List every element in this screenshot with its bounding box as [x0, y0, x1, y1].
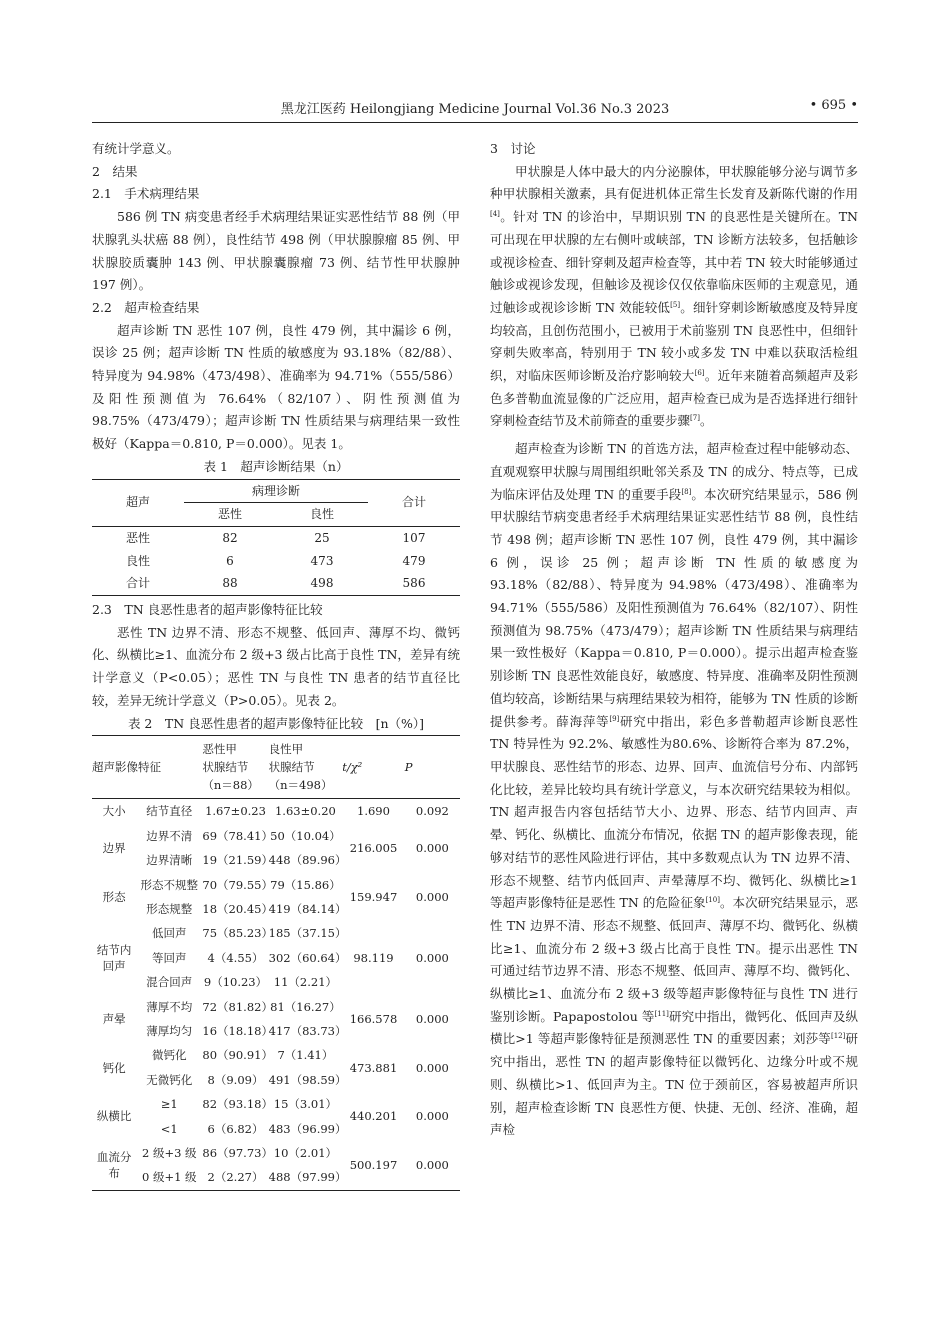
citation: [10] — [705, 896, 720, 905]
left-column — [92, 138, 460, 1191]
table2-cell: 1.690 — [357, 804, 390, 819]
table-row — [92, 572, 460, 595]
citation: [7] — [690, 414, 700, 423]
table2-cell: 8（9.09） — [207, 1072, 264, 1087]
table1 — [92, 479, 460, 597]
table2-cell: 82（93.18） — [202, 1097, 273, 1112]
table-row — [92, 1092, 460, 1116]
table1-cell: 586 — [402, 576, 426, 591]
table2-cell: 边界 — [102, 841, 126, 856]
table2-cell: 0.000 — [415, 950, 449, 965]
table2-cell: 80（90.91） — [202, 1048, 273, 1063]
table2-cell: 70（79.55） — [202, 877, 273, 892]
table2-cell: 0.092 — [415, 804, 449, 819]
table1-cell: 498 — [310, 576, 334, 591]
table1-cell: 473 — [310, 553, 334, 568]
table2-cell: 血流分布 — [96, 1150, 132, 1181]
table2-cell: 形态规整 — [146, 902, 193, 917]
table2-cell: 7（1.41） — [277, 1048, 334, 1063]
table1-header-pathology: 病理诊断 — [184, 479, 368, 503]
table2-cell: 1.63±0.20 — [274, 804, 336, 819]
table1-cell: 82 — [222, 530, 238, 545]
text-run: 。本次研究结果显示，恶性 TN 边界不清、形态不规整、低回声、薄厚不均、微钙化、纵横比≥1、血流分布 2 级+3 级占比高于良性 TN。提示出恶性 TN 可通过结节边界不清、形态不规整、低回声、薄厚不均、微钙化、纵横比≥1、血流分布 2 级+3 级等超声影像特征与良性 TN 进行鉴别诊断。Papapostolou 等 — [490, 895, 858, 1024]
table1-cell: 良性 — [125, 553, 150, 568]
table2-cell: 18（20.45） — [202, 902, 273, 917]
table2-cell: 440.201 — [349, 1109, 398, 1124]
header-line: （n＝498） — [268, 778, 333, 793]
table1-header-malignant: 恶性 — [184, 503, 276, 527]
text-run: 。针对 TN 的诊治中，早期识别 TN 的良恶性是关键所在。TN 可出现在甲状腺的左右侧叶或峡部，TN 诊断方法较多，包括触诊或视诊检查、细针穿刺及超声检查等，其中若 TN 较大时能够通过触诊或视诊发现，但触诊及视诊仅仅依靠临床医师的主观意见，通过触诊或视诊诊断 TN 效能较低 — [490, 209, 858, 315]
table-row — [92, 994, 460, 1018]
citation: [12] — [830, 1032, 846, 1041]
table2-header-p: P — [405, 736, 460, 799]
table2-caption: 表 2 TN 良恶性患者的超声影像特征比较 [n（%）] — [127, 715, 425, 731]
table2-cell: 488（97.99） — [268, 1170, 347, 1185]
table1-header-benign: 良性 — [276, 503, 368, 527]
table2-cell: 形态 — [102, 889, 126, 904]
table2-cell: 0 级+1 级 — [141, 1170, 197, 1185]
table-row — [92, 921, 460, 945]
table2-cell: 混合回声 — [146, 975, 193, 990]
table2-cell: 166.578 — [349, 1011, 398, 1026]
table-row — [92, 824, 460, 848]
header-line: 状腺结节 — [268, 760, 315, 775]
paragraph-discussion-2 — [490, 438, 858, 1142]
section-heading-results: 2 结果 — [92, 163, 138, 179]
table2-cell: 72（81.82） — [202, 999, 273, 1014]
table2-cell: 75（85.23） — [202, 926, 273, 941]
text-run: 。细针穿刺诊断敏感度及特异度均较高，且创伤范围小，已被用于术前鉴别 TN 良恶性中，但细针穿刺失败率高，特别用于 TN 较小或多发 TN 中难以获取活检组织，对临床医师诊断及治疗影响较大 — [490, 299, 858, 384]
table2-cell: 0.000 — [415, 1109, 449, 1124]
table2-cell: 159.947 — [349, 889, 398, 904]
table-row — [92, 872, 460, 896]
table2-cell: 185（37.15） — [268, 926, 347, 941]
table2-cell: 0.000 — [415, 889, 449, 904]
paragraph: 有统计学意义。 — [92, 141, 180, 156]
table2-cell: 边界清晰 — [146, 853, 193, 868]
table1-header-ultrasound: 超声 — [92, 479, 184, 526]
table2-cell: 薄厚不均 — [146, 999, 193, 1014]
table-row — [92, 550, 460, 573]
table-row — [92, 1141, 460, 1165]
text-run: 甲状腺是人体中最大的内分泌腺体，甲状腺能够分泌与调节多种甲状腺相关激素，具有促进机体正常生长发育及新陈代谢的作用 — [490, 163, 858, 202]
table2-cell: 10（2.01） — [273, 1145, 338, 1160]
table2-header-stat: t/χ² — [342, 736, 405, 799]
table-row — [92, 526, 460, 549]
subsection-heading-ultrasound: 2.2 超声检查结果 — [92, 299, 200, 315]
table2-cell: 1.67±0.23 — [205, 804, 266, 819]
citation: [4] — [490, 209, 500, 218]
text-run: 研究中指出，彩色多普勒超声诊断良恶性 TN 特异性为 92.2%、敏感性为80.6%、诊断符合率为 87.2%，甲状腺良、恶性结节的形态、边界、回声、血流信号分布、内部钙化比较，差异比较均具有统计学意义，与本次研究结果较为相似。TN 超声报告内容包括结节大小、边界、形态、结节内回声、声晕、钙化、纵横比、血流分布情况，依据 TN 的超声影像表现，能够对结节的恶性风险进行评估，其中多数观点认为 TN 边界不清、形态不规整、结节内低回声、声晕薄厚不均、微钙化、纵横比≥1 等超声影像特征是恶性 TN 的危险征象 — [490, 713, 858, 911]
table2-cell: 纵横比 — [96, 1109, 132, 1124]
table2-cell: ≥1 — [160, 1097, 178, 1112]
table2-cell: 0.000 — [415, 1158, 449, 1173]
table2-cell: 4（4.55） — [207, 950, 264, 965]
table2-cell: 491（98.59） — [268, 1072, 347, 1087]
table2-cell: 6（6.82） — [207, 1121, 264, 1136]
table2-cell: 等回声 — [152, 950, 187, 965]
paragraph-discussion-1 — [490, 161, 858, 433]
table2-cell: 81（16.27） — [270, 999, 341, 1014]
table1-cell: 6 — [226, 553, 234, 568]
subsection-heading-features: 2.3 TN 良恶性患者的超声影像特征比较 — [92, 602, 323, 618]
table2-cell: 15（3.01） — [273, 1097, 338, 1112]
citation: [11] — [654, 1009, 669, 1018]
paragraph-ultrasound: 超声诊断 TN 恶性 107 例，良性 479 例，其中漏诊 6 例，误诊 25 例；超声诊断 TN 性质的敏感度为 93.18%（82/88）、特异度为 94.98%（473/498）、准确率为 94.71%（555/586）及阳性预测值为 76.64%（82/107）、阴性预测值为 98.75%（473/479）；超声诊断 TN 性质结果与病理结果一致性极好（Kappa＝0.810, P＝0.000）。见表 1。 — [92, 322, 460, 452]
table2-cell: 19（21.59） — [202, 853, 273, 868]
table2-header-feature: 超声影像特征 — [92, 736, 202, 799]
header-line: 恶性甲 — [202, 742, 237, 757]
table2-cell: 0.000 — [415, 1060, 449, 1075]
page-number: • 695 • — [809, 98, 858, 113]
text-run: 。近年来随着高频超声及彩色多普勒血流显像的广泛应用，超声检查已成为是否选择进行细针穿刺检查结节及术前筛查的重要步骤 — [490, 368, 858, 429]
table2-cell: 声晕 — [102, 1011, 126, 1026]
right-column — [490, 138, 858, 1142]
table2-cell: 98.119 — [353, 950, 394, 965]
text-run: 。本次研究结果显示，586 例甲状腺结节病变患者经手术病理结果证实恶性结节 88 例，良性结节 498 例；超声诊断 TN 恶性 107 例，良性 479 例，其中漏诊 6 例，误诊 25 例；超声诊断 TN 性质的敏感度为 93.18%（82/88）、特异度为 94.98%（473/498）、准确率为 94.71%（555/586）及阳性预测值为 76.64%（82/107）、阴性预测值为 98.75%（473/479）；超声诊断 TN 性质结果与病理结果一致性极好（Kappa＝0.810, P＝0.000）。提示出超声检查鉴别诊断 TN 良恶性效能良好，敏感度、特异度、准确率及阴性预测值均较高，诊断结果与病理结果较为相符，能够为 TN 性质的诊断提供参考。薛海萍等 — [490, 486, 858, 729]
table2-cell: 216.005 — [349, 841, 398, 856]
section-heading-discussion: 3 讨论 — [490, 141, 536, 156]
table2-cell: 9（10.23） — [203, 975, 268, 990]
citation: [5] — [670, 300, 681, 309]
table1-caption: 表 1 超声诊断结果（n） — [203, 458, 349, 474]
table1-header-total: 合计 — [368, 479, 460, 526]
citation: [8] — [681, 487, 692, 496]
header-line: 状腺结节 — [202, 760, 249, 775]
table2-cell: 483（96.99） — [268, 1121, 347, 1136]
journal-title: 黑龙江医药 Heilongjiang Medicine Journal Vol.36 No.3 2023 — [280, 102, 670, 117]
table1-cell: 479 — [402, 553, 426, 568]
text-run: 。 — [699, 413, 713, 429]
table2-cell: 结节内回声 — [96, 942, 132, 973]
table2-cell: 钙化 — [102, 1060, 126, 1075]
table1-cell: 25 — [314, 530, 330, 545]
table2-cell: 86（97.73） — [202, 1145, 273, 1160]
running-header — [92, 96, 858, 120]
citation: [9] — [609, 714, 620, 723]
subsection-heading-pathology: 2.1 手术病理结果 — [92, 186, 200, 202]
table2-cell: 69（78.41） — [202, 828, 273, 843]
table2-cell: 473.881 — [349, 1060, 398, 1075]
table-row — [92, 799, 460, 824]
table2-cell: 无微钙化 — [146, 1072, 193, 1087]
table2-cell: <1 — [160, 1121, 178, 1136]
table2-cell: 0.000 — [415, 1011, 449, 1026]
table1-cell: 恶性 — [125, 530, 150, 545]
table1-cell: 88 — [222, 576, 238, 591]
table2 — [92, 735, 460, 1190]
citation: [6] — [694, 368, 705, 377]
paragraph-features: 恶性 TN 边界不清、形态不规整、低回声、薄厚不均、微钙化、纵横比≥1、血流分布 2 级+3 级占比高于良性 TN，差异有统计学意义（P<0.05）；恶性 TN 与良性 TN 患者的结节直径比较，差异无统计学意义（P>0.05）。见表 2。 — [92, 624, 460, 708]
table2-cell: 448（89.96） — [268, 853, 347, 868]
paragraph-pathology: 586 例 TN 病变患者经手术病理结果证实恶性结节 88 例（甲状腺乳头状癌 88 例），良性结节 498 例（甲状腺腺瘤 85 例、甲状腺胶质囊肿 143 例、甲状腺囊腺瘤 73 例、结节性甲状腺肿 197 例）。 — [92, 209, 460, 293]
table2-cell: 结节直径 — [146, 804, 193, 819]
table2-header-malignant — [202, 736, 268, 799]
table2-header-benign — [269, 736, 343, 799]
table-row — [92, 1043, 460, 1067]
table2-cell: 2（2.27） — [207, 1170, 264, 1185]
table2-cell: 2 级+3 级 — [141, 1145, 197, 1160]
text-run: 研究中指出，恶性 TN 的超声影像特征以微钙化、边缘分叶或不规则、纵横比>1、低回声为主。TN 位于颈前区，容易被超声所识别，超声检查诊断 TN 良恶性方便、快捷、无创、经济、准确，超声检 — [490, 1031, 858, 1138]
table2-body — [92, 799, 460, 1190]
table2-cell: 薄厚均匀 — [146, 1023, 193, 1038]
table2-cell: 0.000 — [415, 841, 449, 856]
header-line: 良性甲 — [268, 742, 304, 757]
table2-cell: 500.197 — [349, 1158, 398, 1173]
table2-cell: 79（15.86） — [270, 877, 341, 892]
table2-cell: 11（2.21） — [273, 975, 338, 990]
table2-cell: 417（83.73） — [268, 1023, 347, 1038]
table2-cell: 16（18.18） — [202, 1023, 273, 1038]
text-run: 研究中指出，微钙化、低回声及纵横比>1 等超声影像特征是预测恶性 TN 的重要因素；刘莎等 — [490, 1008, 858, 1047]
table2-cell: 低回声 — [152, 926, 187, 941]
table1-cell: 合计 — [125, 576, 150, 591]
table2-cell: 形态不规整 — [140, 877, 199, 892]
header-line: （n＝88） — [202, 778, 259, 793]
table1-cell: 107 — [402, 530, 426, 545]
table2-cell: 50（10.04） — [270, 828, 341, 843]
table2-cell: 微钙化 — [152, 1048, 187, 1063]
header-rule — [92, 122, 858, 123]
table2-cell: 大小 — [102, 804, 126, 819]
table2-cell: 419（84.14） — [268, 902, 347, 917]
table2-cell: 302（60.64） — [268, 950, 347, 965]
table2-cell: 边界不清 — [146, 828, 193, 843]
text-run: 超声检查为诊断 TN 的首选方法，超声检查过程中能够动态、直观观察甲状腺与周围组织毗邻关系及 TN 的成分、特点等，已成为临床评估及处理 TN 的重要手段 — [490, 441, 858, 502]
